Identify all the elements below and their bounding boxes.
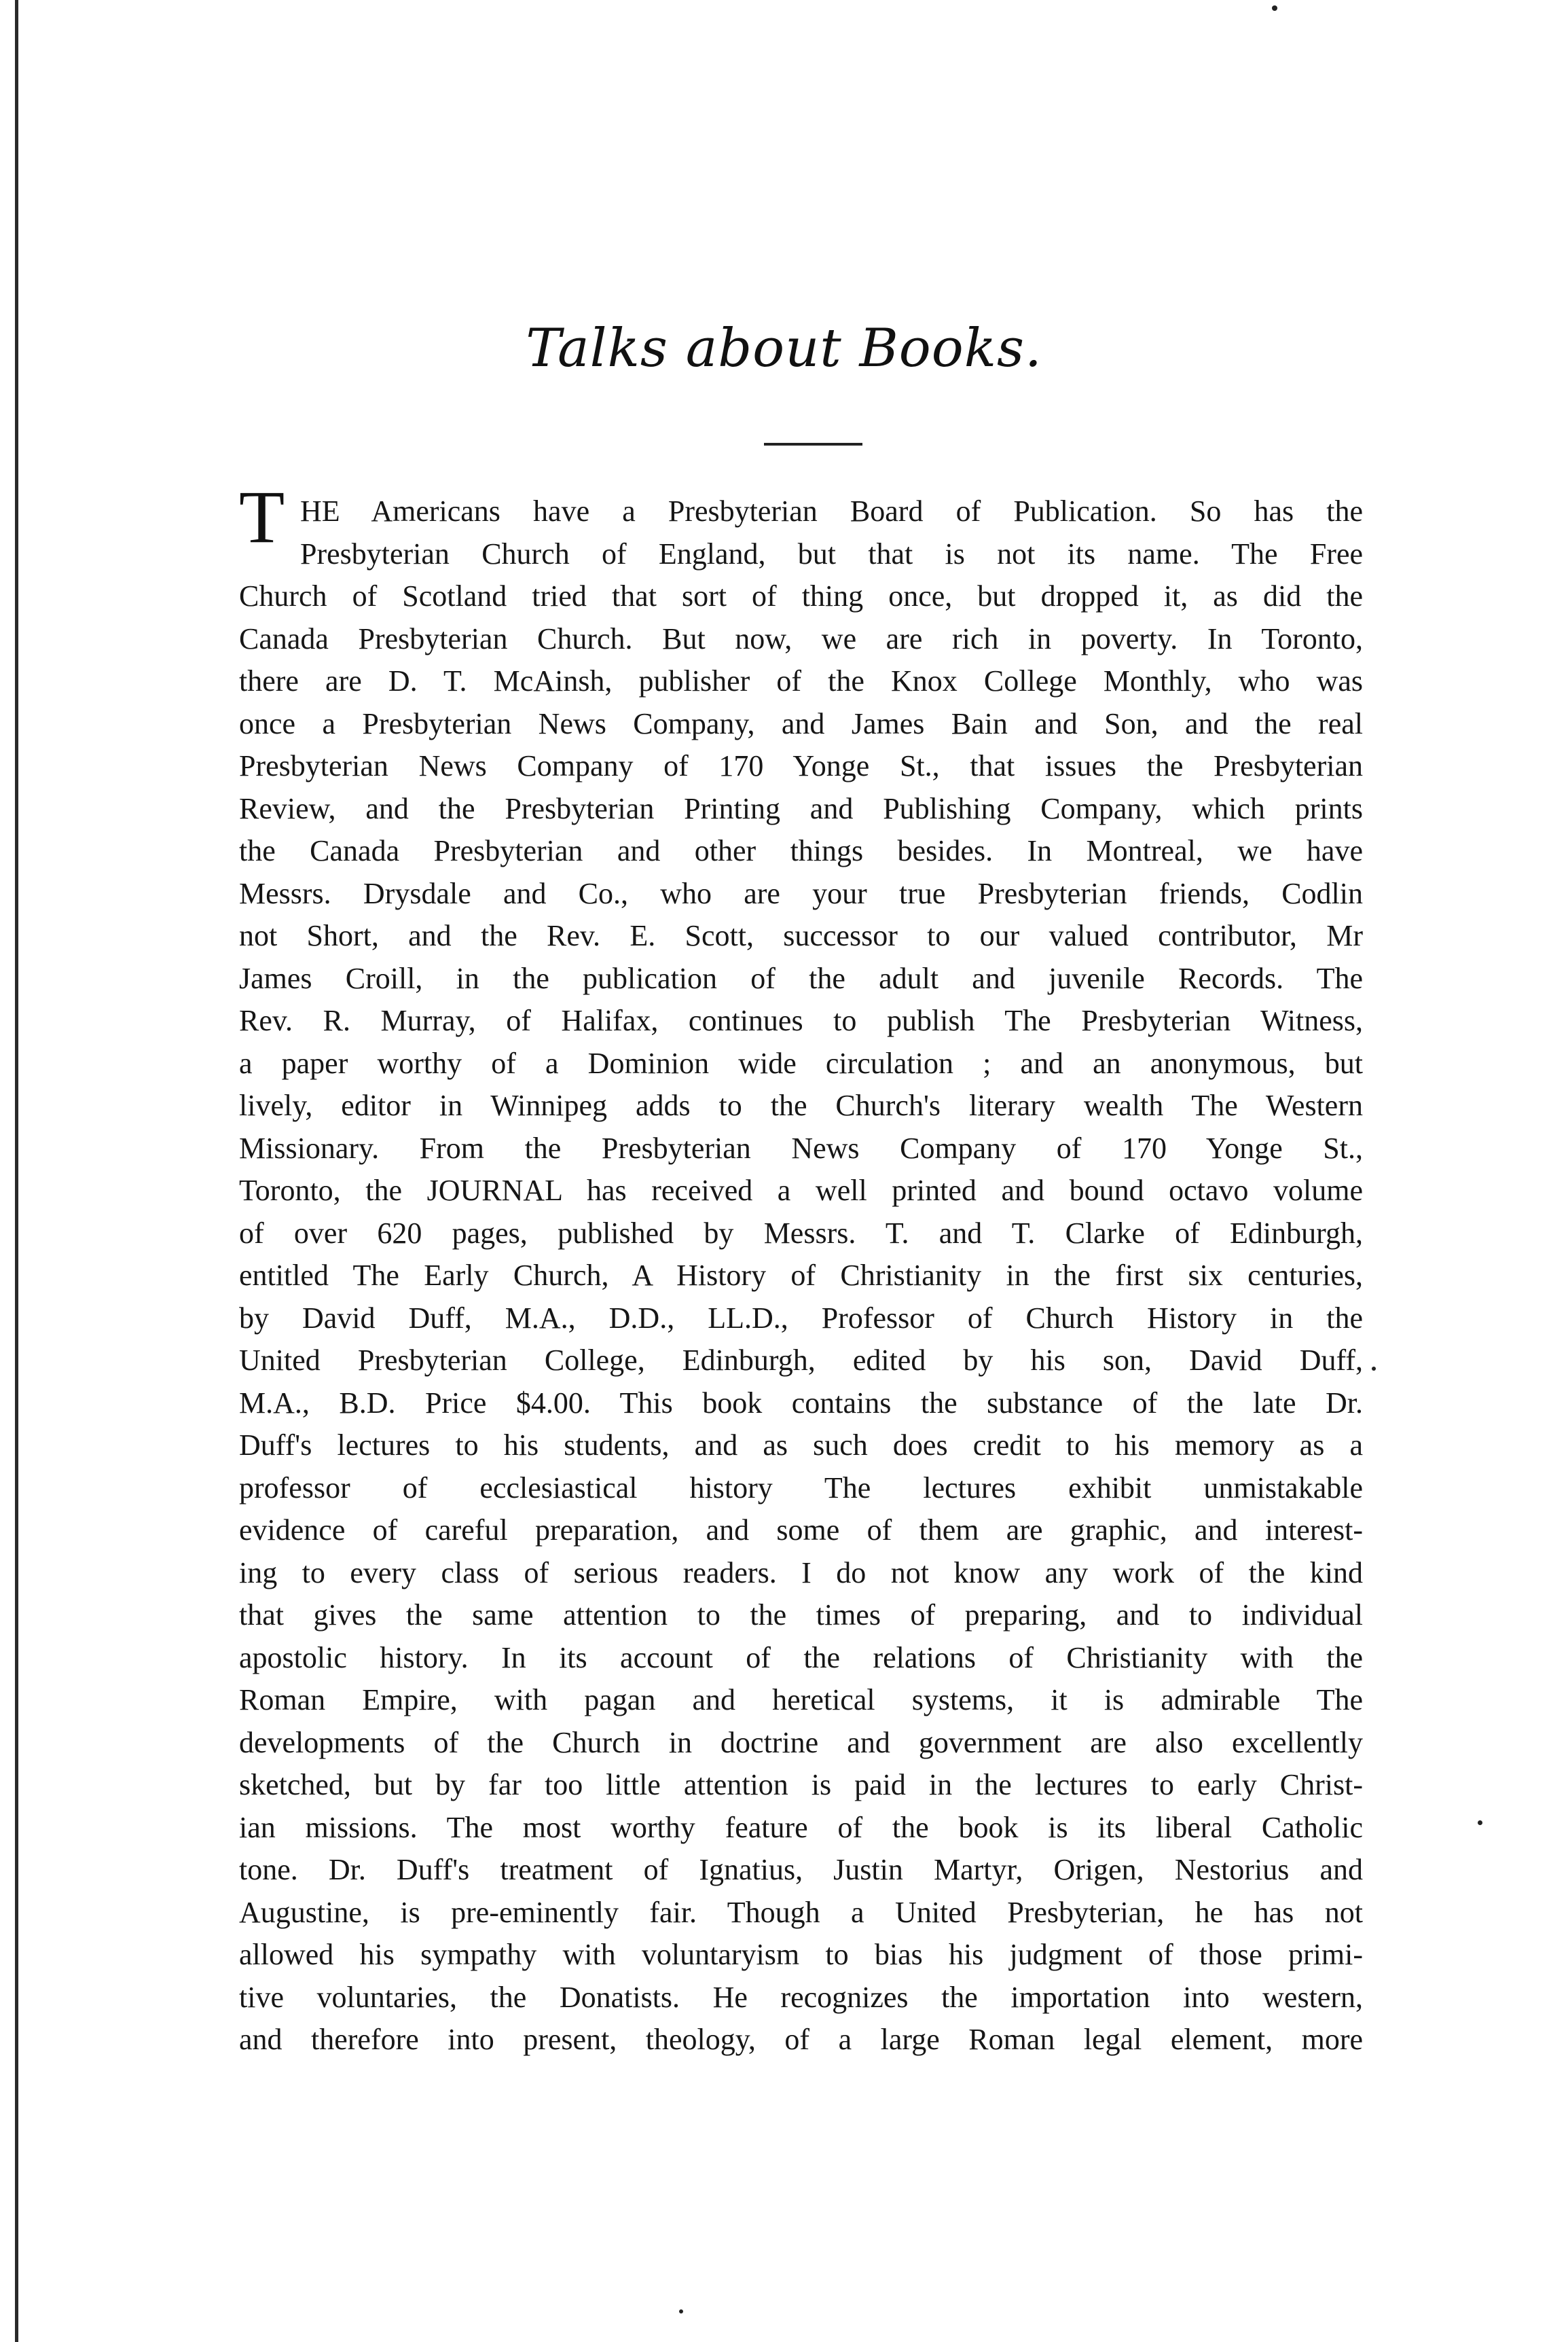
text-line: Roman Empire, with pagan and heretical systems, it is admirable The <box>239 1683 1363 1716</box>
text-line: there are D. T. McAinsh, publisher of the Knox College Monthly, who was <box>239 664 1363 698</box>
text-line: ing to every class of serious readers. I do not know any work of the kind <box>239 1555 1363 1589</box>
text-line: Canada Presbyterian Church. But now, we are rich in poverty. In Toronto, <box>239 621 1363 655</box>
text-line: the Canada Presbyterian and other things besides. In Montreal, we have <box>239 834 1363 867</box>
text-line: tone. Dr. Duff's treatment of Ignatius, Justin Martyr, Origen, Nestorius and <box>239 1853 1363 1886</box>
text-line: ian missions. The most worthy feature of the book is its liberal Catholic <box>239 1810 1363 1844</box>
page-title: Talks about Books. <box>526 318 1042 379</box>
text-line: of over 620 pages, published by Messrs. T. and T. Clarke of Edinburgh, <box>239 1216 1363 1250</box>
text-line: by David Duff, M.A., D.D., LL.D., Professor of Church History in the <box>239 1301 1363 1335</box>
text-line: that gives the same attention to the times of preparing, and to individual <box>239 1598 1363 1632</box>
text-line: once a Presbyterian News Company, and James Bain and Son, and the real <box>239 706 1363 740</box>
text-line: professor of ecclesiastical history The lectures exhibit unmistakable <box>239 1471 1363 1505</box>
text-line: apostolic history. In its account of the relations of Christianity with the <box>239 1640 1363 1674</box>
text-line: James Croill, in the publication of the adult and juvenile Records. The <box>239 961 1363 995</box>
text-line: Review, and the Presbyterian Printing and Publishing Company, which prints <box>239 791 1363 825</box>
text-line: Toronto, the JOURNAL has received a well printed and bound octavo volume <box>239 1174 1363 1207</box>
text-line: and therefore into present, theology, of a large Roman legal element, more <box>239 2023 1363 2056</box>
speck-right-1 <box>1372 1367 1376 1371</box>
speck-top <box>1272 5 1277 11</box>
text-line: M.A., B.D. Price $4.00. This book contains the substance of the late Dr. <box>239 1386 1363 1420</box>
text-line: tive voluntaries, the Donatists. He recognizes the importation into western, <box>239 1980 1363 2014</box>
text-line: HE Americans have a Presbyterian Board of Publication. So has the <box>300 494 1363 528</box>
drop-cap: T <box>239 475 285 558</box>
text-line: allowed his sympathy with voluntaryism to bias his judgment of those primi- <box>239 1938 1363 1971</box>
text-line: Duff's lectures to his students, and as such does credit to his memory as a <box>239 1428 1363 1462</box>
body-text <box>239 490 1363 2061</box>
text-line: developments of the Church in doctrine and government are also excellently <box>239 1725 1363 1759</box>
text-line: entitled The Early Church, A History of Christianity in the first six centuries, <box>239 1259 1363 1292</box>
speck-right-2 <box>1478 1820 1482 1825</box>
text-line: a paper worthy of a Dominion wide circulation ; and an anonymous, but <box>239 1046 1363 1080</box>
text-line: Church of Scotland tried that sort of thing once, but dropped it, as did the <box>239 579 1363 613</box>
text-line: Rev. R. Murray, of Halifax, continues to publish The Presbyterian Witness, <box>239 1004 1363 1037</box>
text-line: not Short, and the Rev. E. Scott, successor to our valued contributor, Mr <box>239 919 1363 952</box>
text-line: Presbyterian Church of England, but that is not its name. The Free <box>300 537 1363 571</box>
text-line: Presbyterian News Company of 170 Yonge St., that issues the Presbyterian <box>239 749 1363 782</box>
text-line: lively, editor in Winnipeg adds to the Church's literary wealth The Western <box>239 1089 1363 1122</box>
text-line: Missionary. From the Presbyterian News Company of 170 Yonge St., <box>239 1131 1363 1165</box>
text-line: evidence of careful preparation, and some of them are graphic, and interest- <box>239 1513 1363 1547</box>
text-line: sketched, but by far too little attention is paid in the lectures to early Christ- <box>239 1768 1363 1801</box>
speck-bottom <box>679 2309 683 2313</box>
text-line: Augustine, is pre-eminently fair. Though a United Presbyterian, he has not <box>239 1895 1363 1929</box>
text-line: Messrs. Drysdale and Co., who are your true Presbyterian friends, Codlin <box>239 876 1363 910</box>
title-rule <box>764 443 862 446</box>
text-line: United Presbyterian College, Edinburgh, edited by his son, David Duff, <box>239 1344 1363 1377</box>
